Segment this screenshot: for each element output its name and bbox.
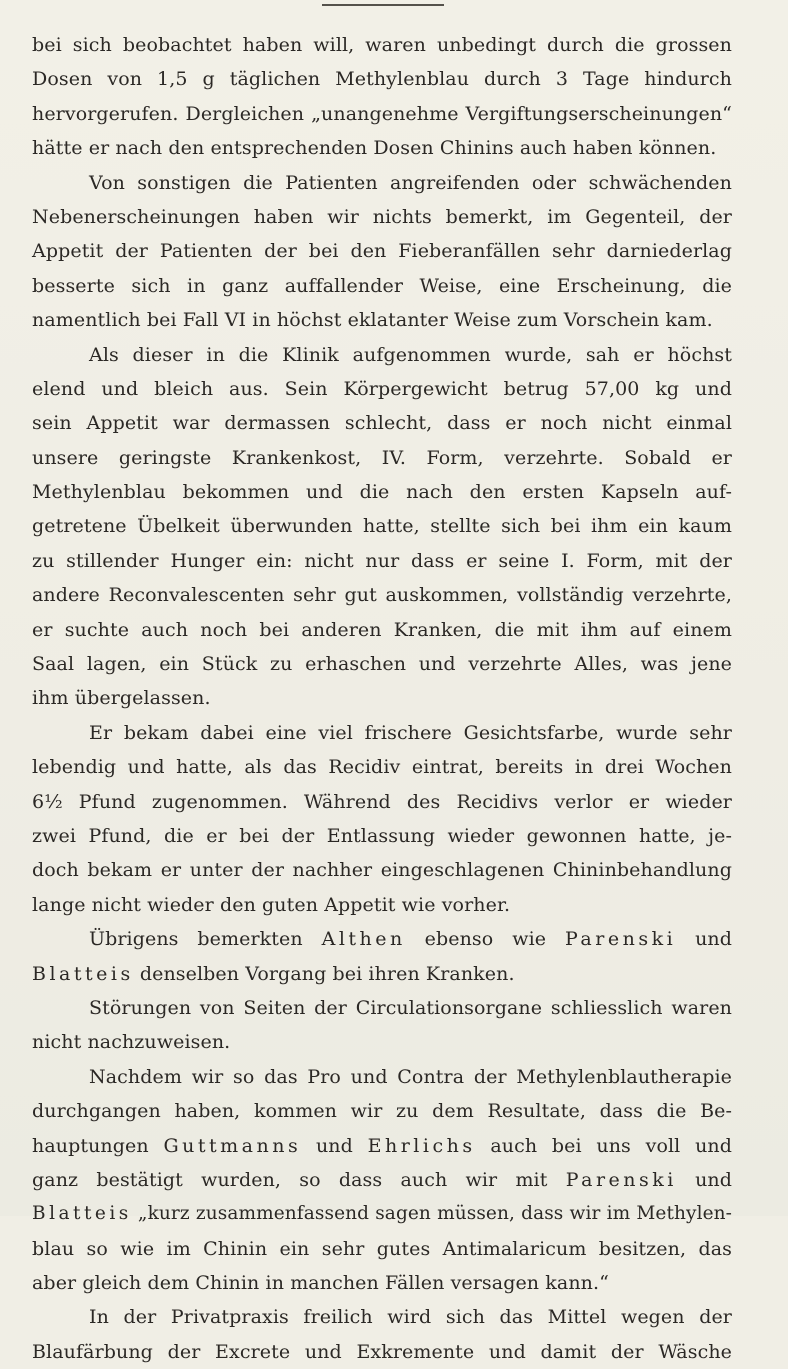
text-line — [32, 544, 732, 578]
text-segment: hauptungen — [32, 1134, 164, 1157]
text-segment: unsere geringste Krankenkost, IV. Form, verzehrte. Sobald er — [32, 446, 732, 469]
text-line — [32, 991, 732, 1025]
text-segment: zu stillender Hunger ein: nicht nur dass er seine I. Form, mit der — [32, 549, 732, 572]
text-segment: und — [676, 1168, 733, 1191]
text-line — [32, 269, 732, 303]
text-line — [32, 1266, 732, 1300]
text-line — [32, 681, 732, 715]
text-line — [32, 166, 732, 200]
text-line — [32, 957, 732, 991]
text-segment: blau so wie im Chinin ein sehr gutes Antimalaricum besitzen, das — [32, 1237, 732, 1260]
text-line — [32, 647, 732, 681]
text-segment: und — [301, 1134, 368, 1157]
text-segment: 6½ Pfund zugenommen. Während des Recidivs verlor er wieder — [32, 790, 732, 813]
spaced-name: Guttmanns — [163, 1134, 302, 1157]
text-segment: Er bekam dabei eine viel frischere Gesichtsfarbe, wurde sehr — [89, 721, 732, 744]
text-segment: lange nicht wieder den guten Appetit wie vorher. — [32, 893, 511, 916]
body-text — [32, 28, 732, 1369]
text-segment: Dosen von 1,5 g täglichen Methylenblau durch 3 Tage hindurch — [32, 68, 732, 91]
text-line — [32, 28, 732, 62]
text-segment: denselben Vorgang bei ihren Kranken. — [133, 962, 515, 985]
text-segment: ebenso wie — [405, 928, 565, 951]
text-segment: andere Reconvalescenten sehr gut auskommen, vollständig verzehrte, — [32, 584, 732, 607]
text-line — [32, 509, 732, 543]
text-segment: zwei Pfund, die er bei der Entlassung wieder gewonnen hatte, je- — [32, 824, 732, 847]
text-line — [32, 1025, 732, 1059]
text-segment: Störungen von Seiten der Circulationsorgane schliesslich waren — [89, 996, 732, 1019]
text-segment: sein Appetit war dermassen schlecht, dass er noch nicht einmal — [32, 412, 732, 435]
text-line — [32, 888, 732, 922]
text-line — [32, 131, 732, 165]
text-segment: aber gleich dem Chinin in manchen Fällen versagen kann.“ — [32, 1272, 609, 1295]
text-segment: „kurz zusammenfassend sagen müssen, dass wir im Methylen- — [131, 1203, 732, 1225]
text-line — [32, 785, 732, 819]
spaced-name: Ehrlichs — [367, 1134, 476, 1157]
text-line — [32, 853, 732, 887]
spaced-name: Althen — [321, 928, 406, 951]
text-line — [32, 1335, 732, 1369]
text-segment: durchgangen haben, kommen wir zu dem Resultate, dass die Be- — [32, 1100, 732, 1123]
text-segment: Von sonstigen die Patienten angreifenden oder schwächenden — [89, 171, 732, 194]
text-line — [32, 200, 732, 234]
text-line — [32, 234, 732, 268]
text-segment: hätte er nach den entsprechenden Dosen Chinins auch haben können. — [32, 137, 717, 160]
text-segment: Nebenerscheinungen haben wir nichts bemerkt, im Gegenteil, der — [32, 205, 732, 228]
text-segment: elend und bleich aus. Sein Körpergewicht betrug 57,00 kg und — [32, 377, 732, 400]
text-line — [32, 1232, 732, 1266]
text-line — [32, 406, 732, 440]
text-segment: Nachdem wir so das Pro und Contra der Methylenblautherapie — [89, 1065, 732, 1088]
text-segment: getretene Übelkeit überwunden hatte, stellte sich bei ihm ein kaum — [32, 515, 732, 538]
text-segment: Methylenblau bekommen und die nach den ersten Kapseln auf- — [32, 481, 732, 504]
text-line — [32, 1060, 732, 1094]
text-segment: nicht nachzuweisen. — [32, 1031, 231, 1054]
spaced-name: Blatteis — [32, 1203, 132, 1225]
text-segment: auch bei uns voll und — [475, 1134, 733, 1157]
text-segment: lebendig und hatte, als das Recidiv eintrat, bereits in drei Wochen — [32, 756, 732, 779]
text-segment: doch bekam er unter der nachher eingeschlagenen Chininbehandlung — [32, 859, 732, 882]
text-segment: besserte sich in ganz auffallender Weise, eine Erscheinung, die — [32, 274, 732, 297]
header-rule — [322, 4, 444, 6]
text-segment: ihm übergelassen. — [32, 687, 211, 710]
text-segment: In der Privatpraxis freilich wird sich das Mittel wegen der — [89, 1306, 732, 1329]
text-line — [32, 716, 732, 750]
text-line — [32, 475, 732, 509]
text-line — [32, 578, 732, 612]
text-line — [32, 1094, 732, 1128]
text-line — [32, 750, 732, 784]
text-line — [32, 441, 732, 475]
text-segment: hervorgerufen. Dergleichen „unangenehme Vergiftungserscheinungen“ — [32, 102, 732, 125]
text-line — [32, 372, 732, 406]
spaced-name: Parenski — [565, 928, 677, 951]
text-line — [32, 303, 732, 337]
text-segment: namentlich bei Fall VI in höchst eklatanter Weise zum Vorschein kam. — [32, 309, 713, 332]
spaced-name: Parenski — [565, 1168, 677, 1191]
text-line — [32, 1163, 732, 1197]
text-segment: bei sich beobachtet haben will, waren unbedingt durch die grossen — [32, 34, 732, 56]
text-line — [32, 338, 732, 372]
text-segment: Saal lagen, ein Stück zu erhaschen und verzehrte Alles, was jene — [32, 653, 732, 676]
text-line — [32, 62, 732, 96]
text-line — [32, 1197, 732, 1231]
spaced-name: Blatteis — [32, 962, 134, 985]
text-line — [32, 819, 732, 853]
text-line — [32, 613, 732, 647]
text-line — [32, 922, 732, 956]
text-segment: Übrigens bemerkten — [89, 928, 322, 951]
text-segment: Blaufärbung der Excrete und Exkremente und damit der Wäsche — [32, 1340, 732, 1363]
text-segment: ganz bestätigt wurden, so dass auch wir mit — [32, 1168, 566, 1191]
text-segment: er suchte auch noch bei anderen Kranken, die mit ihm auf einem — [32, 618, 732, 641]
text-segment: und — [676, 928, 733, 951]
text-segment: Appetit der Patienten der bei den Fieberanfällen sehr darniederlag — [32, 240, 732, 263]
text-line — [32, 1300, 732, 1334]
text-line — [32, 1129, 732, 1163]
text-segment: Als dieser in die Klinik aufgenommen wurde, sah er höchst — [89, 343, 732, 366]
text-line — [32, 97, 732, 131]
